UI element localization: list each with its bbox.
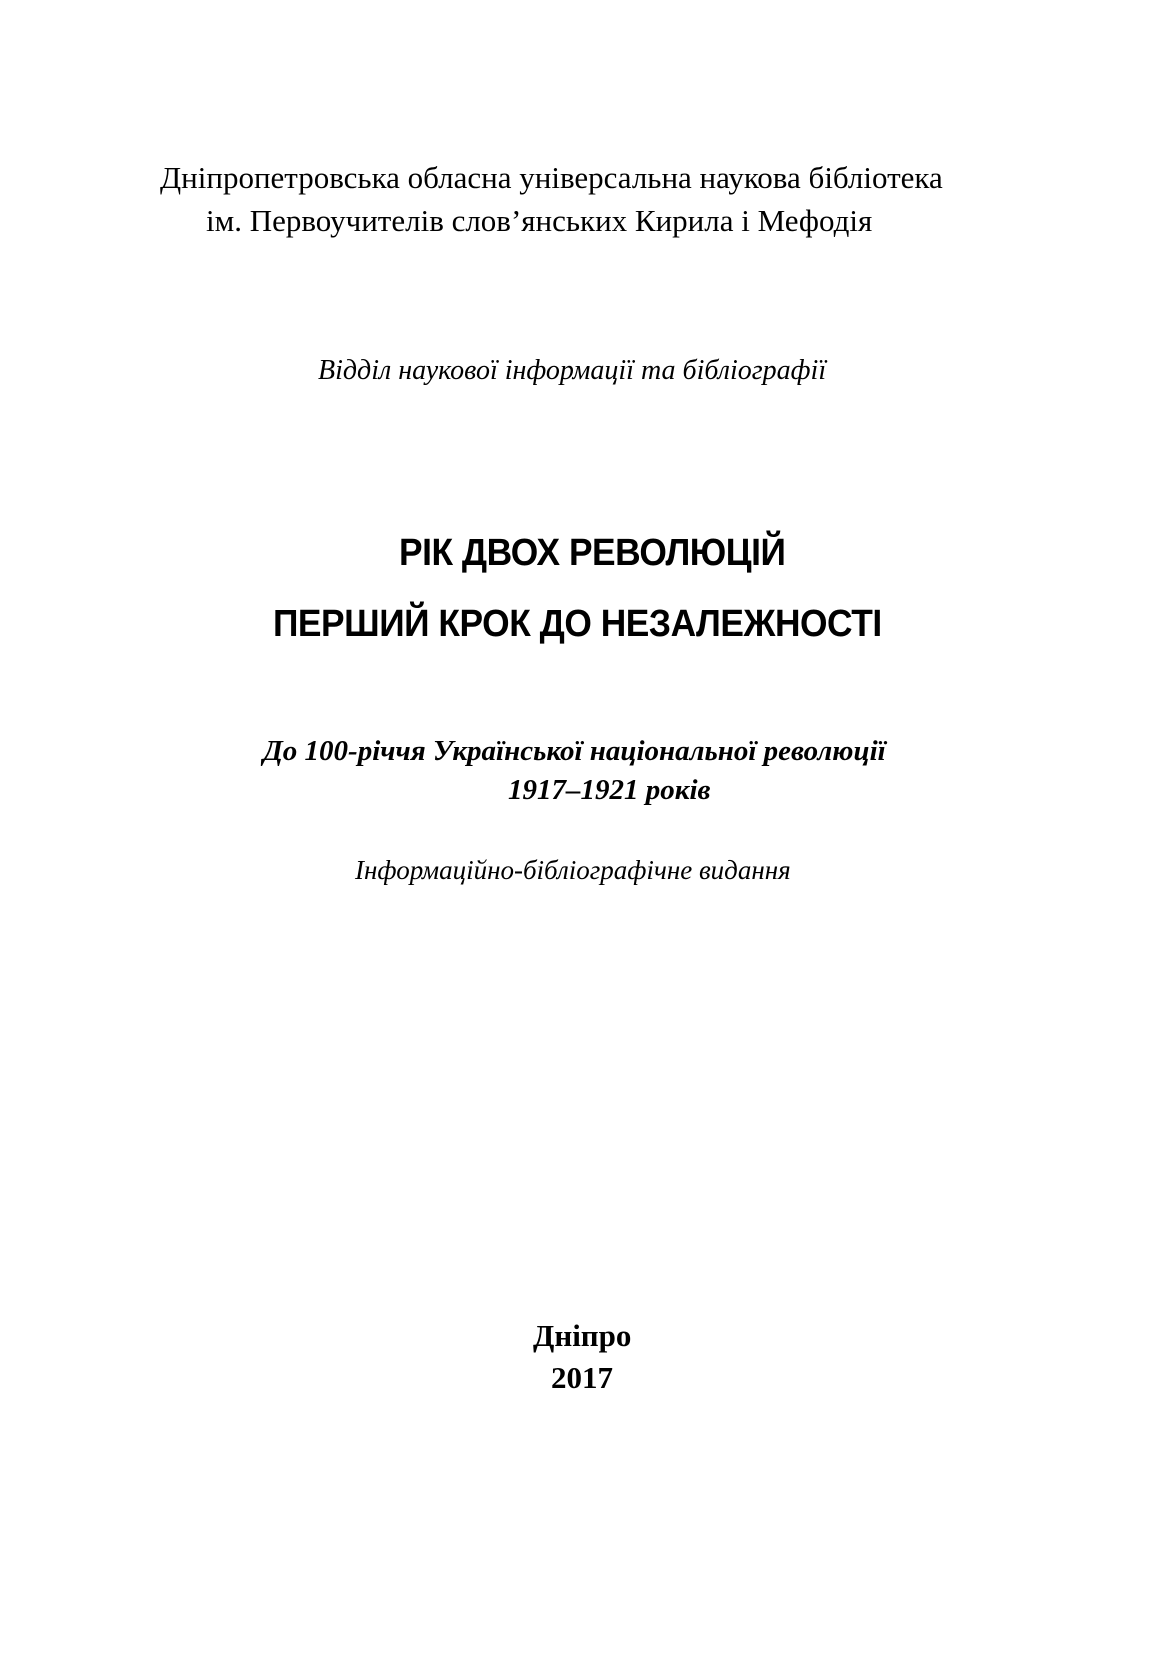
department-name: Відділ наукової інформації та бібліографії <box>318 355 827 386</box>
anniversary-subtitle-line-1: До 100-річчя Української національної революції <box>263 735 886 767</box>
document-title-line-1: РІК ДВОХ РЕВОЛЮЦІЙ <box>399 532 786 574</box>
document-title-line-2: ПЕРШИЙ КРОК ДО НЕЗАЛЕЖНОСТІ <box>273 603 882 645</box>
imprint-year: 2017 <box>551 1360 613 1395</box>
institution-name-line-1: Дніпропетровська обласна універсальна наукова бібліотека <box>160 160 943 195</box>
imprint-city: Дніпро <box>533 1318 632 1353</box>
edition-type: Інформаційно-бібліографічне видання <box>355 855 791 885</box>
institution-name-line-2: ім. Первоучителів слов’янських Кирила і Мефодія <box>206 203 873 238</box>
anniversary-subtitle-line-2: 1917–1921 років <box>508 774 711 806</box>
